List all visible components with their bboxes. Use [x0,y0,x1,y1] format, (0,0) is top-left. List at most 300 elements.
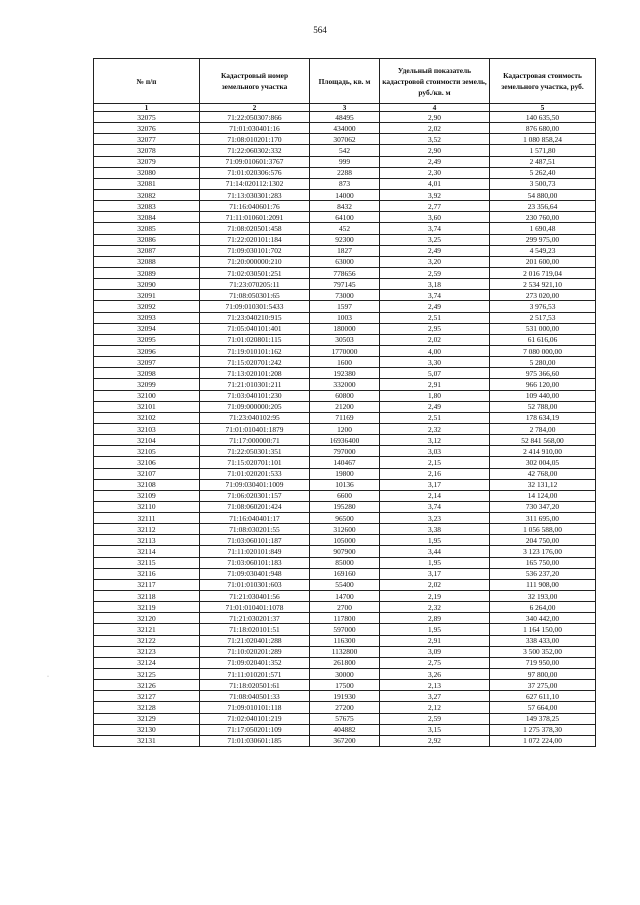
cadastral-number-cell: 71:23:040210:915 [200,312,310,323]
row-number-cell: 32100 [94,390,200,401]
cadastral-value-cell: 975 366,60 [490,368,596,379]
area-cell: 48495 [310,112,380,123]
unit-value-cell: 2,02 [380,579,490,590]
row-number-cell: 32092 [94,301,200,312]
cadastral-value-cell: 531 000,00 [490,323,596,334]
cadastral-number-cell: 71:08:060201:424 [200,501,310,512]
area-cell: 140467 [310,457,380,468]
area-cell: 64100 [310,212,380,223]
table-row [94,702,596,713]
row-number-cell: 32111 [94,513,200,524]
unit-value-cell: 3,17 [380,479,490,490]
unit-value-cell: 2,91 [380,635,490,646]
area-cell: 1827 [310,245,380,256]
table-row [94,134,596,145]
row-number-cell: 32125 [94,669,200,680]
unit-value-cell: 2,77 [380,201,490,212]
unit-value-cell: 3,30 [380,357,490,368]
header-row-number: № п/п [94,59,200,104]
cadastral-value-cell: 730 347,20 [490,501,596,512]
cadastral-number-cell: 71:21:010301:211 [200,379,310,390]
cadastral-value-cell: 2 016 719,04 [490,267,596,278]
row-number-cell: 32079 [94,156,200,167]
area-cell: 16936400 [310,435,380,446]
cadastral-value-cell: 3 500,73 [490,178,596,189]
cadastral-number-cell: 71:11:010601:2091 [200,212,310,223]
cadastral-number-cell: 71:14:020112:1302 [200,178,310,189]
area-cell: 71169 [310,412,380,423]
row-number-cell: 32106 [94,457,200,468]
cadastral-value-cell: 37 275,00 [490,680,596,691]
cadastral-number-cell: 71:22:060302:332 [200,145,310,156]
row-number-cell: 32119 [94,602,200,613]
unit-value-cell: 1,95 [380,624,490,635]
cadastral-value-cell: 299 975,00 [490,234,596,245]
row-number-cell: 32099 [94,379,200,390]
row-number-cell: 32075 [94,112,200,123]
header-unit-value: Удельный показатель кадастровой стоимости земель, руб./кв. м [380,59,490,104]
table-row [94,457,596,468]
table-row [94,613,596,624]
area-cell: 1003 [310,312,380,323]
column-number: 3 [310,104,380,112]
cadastral-number-cell: 71:01:010301:603 [200,579,310,590]
cadastral-value-cell: 2 414 910,00 [490,446,596,457]
table-row [94,490,596,501]
row-number-cell: 32107 [94,468,200,479]
cadastral-value-cell: 5 280,00 [490,357,596,368]
row-number-cell: 32128 [94,702,200,713]
column-number: 5 [490,104,596,112]
header-area: Площадь, кв. м [310,59,380,104]
row-number-cell: 32122 [94,635,200,646]
table-row [94,178,596,189]
cadastral-value-cell: 165 750,00 [490,557,596,568]
table-row [94,189,596,200]
area-cell: 14000 [310,189,380,200]
cadastral-number-cell: 71:08:010201:170 [200,134,310,145]
table-row [94,669,596,680]
cadastral-number-cell: 71:19:010101:162 [200,345,310,356]
area-cell: 169160 [310,568,380,579]
area-cell: 27200 [310,702,380,713]
cadastral-value-cell: 273 020,00 [490,290,596,301]
unit-value-cell: 2,12 [380,702,490,713]
area-cell: 261800 [310,657,380,668]
unit-value-cell: 3,27 [380,691,490,702]
area-cell: 434000 [310,123,380,134]
table-row [94,635,596,646]
unit-value-cell: 3,12 [380,435,490,446]
unit-value-cell: 2,51 [380,412,490,423]
cadastral-value-cell: 52 841 568,00 [490,435,596,446]
area-cell: 19800 [310,468,380,479]
table-row [94,535,596,546]
row-number-cell: 32097 [94,357,200,368]
cadastral-number-cell: 71:17:050201:109 [200,724,310,735]
area-cell: 63000 [310,256,380,267]
row-number-cell: 32081 [94,178,200,189]
cadastral-number-cell: 71:21:030201:37 [200,613,310,624]
cadastral-number-cell: 71:09:020401:352 [200,657,310,668]
row-number-cell: 32096 [94,345,200,356]
row-number-cell: 32123 [94,646,200,657]
unit-value-cell: 1,80 [380,390,490,401]
cadastral-value-cell: 54 880,00 [490,189,596,200]
cadastral-value-cell: 14 124,00 [490,490,596,501]
column-number-row [94,104,596,112]
header-cadastral-value: Кадастровая стоимость земельного участка, руб. [490,59,596,104]
cadastral-number-cell: 71:09:000000:205 [200,401,310,412]
table-row [94,591,596,602]
table-row [94,223,596,234]
unit-value-cell: 2,49 [380,401,490,412]
cadastral-value-cell: 311 695,00 [490,513,596,524]
unit-value-cell: 3,09 [380,646,490,657]
header-row [94,59,596,104]
table-row [94,524,596,535]
cadastral-value-cell: 338 433,00 [490,635,596,646]
row-number-cell: 32077 [94,134,200,145]
unit-value-cell: 3,44 [380,546,490,557]
cadastral-number-cell: 71:01:020801:115 [200,334,310,345]
unit-value-cell: 2,90 [380,112,490,123]
unit-value-cell: 2,15 [380,457,490,468]
cadastral-value-cell: 23 356,64 [490,201,596,212]
cadastral-value-cell: 1 056 588,00 [490,524,596,535]
area-cell: 8432 [310,201,380,212]
cadastral-number-cell: 71:23:040102:95 [200,412,310,423]
table-row [94,557,596,568]
table-row [94,279,596,290]
cadastral-value-cell: 1 690,48 [490,223,596,234]
table-row [94,680,596,691]
unit-value-cell: 3,18 [380,279,490,290]
row-number-cell: 32101 [94,401,200,412]
area-cell: 999 [310,156,380,167]
margin-mark: · [47,674,49,680]
table-row [94,390,596,401]
cadastral-value-cell: 2 534 921,10 [490,279,596,290]
cadastral-value-cell: 340 442,00 [490,613,596,624]
cadastral-number-cell: 71:13:020101:208 [200,368,310,379]
unit-value-cell: 3,17 [380,568,490,579]
table-row [94,691,596,702]
unit-value-cell: 2,89 [380,613,490,624]
table-row [94,513,596,524]
table-row [94,145,596,156]
column-number: 4 [380,104,490,112]
table-row [94,423,596,434]
cadastral-number-cell: 71:20:000000:210 [200,256,310,267]
row-number-cell: 32117 [94,579,200,590]
table-row [94,602,596,613]
row-number-cell: 32109 [94,490,200,501]
row-number-cell: 32083 [94,201,200,212]
cadastral-value-cell: 3 123 176,00 [490,546,596,557]
row-number-cell: 32095 [94,334,200,345]
cadastral-value-cell: 966 120,00 [490,379,596,390]
cadastral-value-cell: 230 760,00 [490,212,596,223]
row-number-cell: 32130 [94,724,200,735]
cadastral-value-cell: 1 072 224,00 [490,735,596,746]
row-number-cell: 32116 [94,568,200,579]
row-number-cell: 32121 [94,624,200,635]
area-cell: 6600 [310,490,380,501]
cadastral-value-cell: 111 908,00 [490,579,596,590]
area-cell: 192380 [310,368,380,379]
table-row [94,468,596,479]
cadastral-value-cell: 876 680,00 [490,123,596,134]
unit-value-cell: 2,51 [380,312,490,323]
page-number: 564 [313,25,327,35]
cadastral-number-cell: 71:01:030601:185 [200,735,310,746]
cadastral-value-cell: 3 500 352,00 [490,646,596,657]
cadastral-value-cell: 627 611,10 [490,691,596,702]
cadastral-number-cell: 71:09:030401:1009 [200,479,310,490]
area-cell: 30503 [310,334,380,345]
cadastral-number-cell: 71:01:010401:1879 [200,423,310,434]
unit-value-cell: 3,74 [380,223,490,234]
unit-value-cell: 3,74 [380,290,490,301]
row-number-cell: 32088 [94,256,200,267]
row-number-cell: 32103 [94,423,200,434]
row-number-cell: 32131 [94,735,200,746]
unit-value-cell: 3,92 [380,189,490,200]
cadastral-value-cell: 2 784,00 [490,423,596,434]
table-row [94,323,596,334]
unit-value-cell: 2,19 [380,591,490,602]
row-number-cell: 32085 [94,223,200,234]
row-number-cell: 32091 [94,290,200,301]
table-row [94,368,596,379]
row-number-cell: 32098 [94,368,200,379]
unit-value-cell: 2,02 [380,334,490,345]
table-row [94,112,596,123]
unit-value-cell: 4,00 [380,345,490,356]
table-row [94,479,596,490]
unit-value-cell: 3,20 [380,256,490,267]
unit-value-cell: 3,23 [380,513,490,524]
table-row [94,446,596,457]
row-number-cell: 32112 [94,524,200,535]
cadastral-value-cell: 1 080 858,24 [490,134,596,145]
cadastral-number-cell: 71:09:010601:3767 [200,156,310,167]
table-row [94,312,596,323]
cadastral-number-cell: 71:08:020501:458 [200,223,310,234]
table-row [94,435,596,446]
cadastral-value-cell: 1 275 378,30 [490,724,596,735]
table-row [94,412,596,423]
cadastral-number-cell: 71:02:030501:251 [200,267,310,278]
row-number-cell: 32129 [94,713,200,724]
area-cell: 1600 [310,357,380,368]
area-cell: 312600 [310,524,380,535]
area-cell: 92300 [310,234,380,245]
table-row [94,345,596,356]
unit-value-cell: 2,13 [380,680,490,691]
cadastral-number-cell: 71:18:020101:51 [200,624,310,635]
row-number-cell: 32118 [94,591,200,602]
row-number-cell: 32089 [94,267,200,278]
unit-value-cell: 2,16 [380,468,490,479]
row-number-cell: 32086 [94,234,200,245]
cadastral-number-cell: 71:02:040101:219 [200,713,310,724]
area-cell: 195280 [310,501,380,512]
cadastral-value-cell: 149 378,25 [490,713,596,724]
unit-value-cell: 4,01 [380,178,490,189]
cadastral-value-cell: 140 635,50 [490,112,596,123]
table-row [94,735,596,746]
cadastral-number-cell: 71:15:020701:101 [200,457,310,468]
area-cell: 797145 [310,279,380,290]
table-row [94,401,596,412]
cadastral-number-cell: 71:06:020301:157 [200,490,310,501]
area-cell: 778656 [310,267,380,278]
row-number-cell: 32080 [94,167,200,178]
cadastral-number-cell: 71:10:020201:289 [200,646,310,657]
area-cell: 96500 [310,513,380,524]
cadastral-value-cell: 2 487,51 [490,156,596,167]
cadastral-value-cell: 2 517,53 [490,312,596,323]
unit-value-cell: 3,03 [380,446,490,457]
cadastral-value-cell: 52 788,00 [490,401,596,412]
area-cell: 117800 [310,613,380,624]
cadastral-value-cell: 719 950,00 [490,657,596,668]
row-number-cell: 32115 [94,557,200,568]
cadastral-number-cell: 71:11:020101:849 [200,546,310,557]
header-cadastral-number: Кадастровый номер земельного участка [200,59,310,104]
cadastral-number-cell: 71:11:010201:571 [200,669,310,680]
area-cell: 60800 [310,390,380,401]
cadastral-value-cell: 57 664,00 [490,702,596,713]
table-row [94,724,596,735]
unit-value-cell: 1,95 [380,535,490,546]
area-cell: 105000 [310,535,380,546]
area-cell: 873 [310,178,380,189]
cadastral-number-cell: 71:23:070205:11 [200,279,310,290]
cadastral-number-cell: 71:18:020501:61 [200,680,310,691]
table-row [94,234,596,245]
cadastral-value-cell: 6 264,00 [490,602,596,613]
cadastral-number-cell: 71:08:030201:55 [200,524,310,535]
area-cell: 307062 [310,134,380,145]
row-number-cell: 32087 [94,245,200,256]
cadastral-number-cell: 71:21:030401:56 [200,591,310,602]
area-cell: 57675 [310,713,380,724]
unit-value-cell: 3,52 [380,134,490,145]
row-number-cell: 32105 [94,446,200,457]
row-number-cell: 32110 [94,501,200,512]
area-cell: 1132800 [310,646,380,657]
cadastral-number-cell: 71:09:010101:118 [200,702,310,713]
unit-value-cell: 2,14 [380,490,490,501]
area-cell: 10136 [310,479,380,490]
table-row [94,579,596,590]
unit-value-cell: 2,92 [380,735,490,746]
area-cell: 191930 [310,691,380,702]
unit-value-cell: 2,95 [380,323,490,334]
row-number-cell: 32108 [94,479,200,490]
cadastral-number-cell: 71:03:040101:230 [200,390,310,401]
cadastral-value-cell: 1 164 150,00 [490,624,596,635]
table-row [94,267,596,278]
unit-value-cell: 2,49 [380,156,490,167]
cadastral-number-cell: 71:16:040601:76 [200,201,310,212]
area-cell: 597000 [310,624,380,635]
area-cell: 907900 [310,546,380,557]
cadastral-value-cell: 5 262,40 [490,167,596,178]
land-cadastral-table [93,58,596,747]
column-number: 2 [200,104,310,112]
cadastral-value-cell: 178 634,19 [490,412,596,423]
table-body [94,112,596,747]
row-number-cell: 32102 [94,412,200,423]
cadastral-number-cell: 71:08:050301:65 [200,290,310,301]
cadastral-value-cell: 109 440,00 [490,390,596,401]
table-row [94,156,596,167]
cadastral-number-cell: 71:09:030101:702 [200,245,310,256]
table-row [94,201,596,212]
row-number-cell: 32078 [94,145,200,156]
table-row [94,379,596,390]
cadastral-value-cell: 61 616,06 [490,334,596,345]
row-number-cell: 32076 [94,123,200,134]
cadastral-number-cell: 71:01:020306:576 [200,167,310,178]
cadastral-number-cell: 71:22:020101:184 [200,234,310,245]
table-row [94,256,596,267]
cadastral-number-cell: 71:08:040501:33 [200,691,310,702]
unit-value-cell: 2,32 [380,423,490,434]
unit-value-cell: 2,02 [380,123,490,134]
table-row [94,357,596,368]
table-row [94,713,596,724]
unit-value-cell: 2,91 [380,379,490,390]
area-cell: 2700 [310,602,380,613]
area-cell: 1597 [310,301,380,312]
row-number-cell: 32084 [94,212,200,223]
row-number-cell: 32124 [94,657,200,668]
unit-value-cell: 2,49 [380,301,490,312]
area-cell: 1770000 [310,345,380,356]
cadastral-number-cell: 71:01:010401:1078 [200,602,310,613]
area-cell: 404882 [310,724,380,735]
cadastral-value-cell: 32 131,12 [490,479,596,490]
row-number-cell: 32104 [94,435,200,446]
table-row [94,546,596,557]
area-cell: 17500 [310,680,380,691]
cadastral-value-cell: 4 549,23 [490,245,596,256]
cadastral-value-cell: 7 080 000,00 [490,345,596,356]
cadastral-number-cell: 71:01:020201:533 [200,468,310,479]
cadastral-number-cell: 71:15:020701:242 [200,357,310,368]
cadastral-number-cell: 71:22:050307:866 [200,112,310,123]
table-row [94,646,596,657]
area-cell: 55400 [310,579,380,590]
unit-value-cell: 3,26 [380,669,490,680]
cadastral-value-cell: 201 600,00 [490,256,596,267]
area-cell: 116300 [310,635,380,646]
unit-value-cell: 2,90 [380,145,490,156]
unit-value-cell: 3,74 [380,501,490,512]
cadastral-value-cell: 536 237,20 [490,568,596,579]
cadastral-number-cell: 71:09:030401:948 [200,568,310,579]
area-cell: 797000 [310,446,380,457]
unit-value-cell: 3,60 [380,212,490,223]
cadastral-value-cell: 42 768,00 [490,468,596,479]
row-number-cell: 32126 [94,680,200,691]
table-row [94,167,596,178]
